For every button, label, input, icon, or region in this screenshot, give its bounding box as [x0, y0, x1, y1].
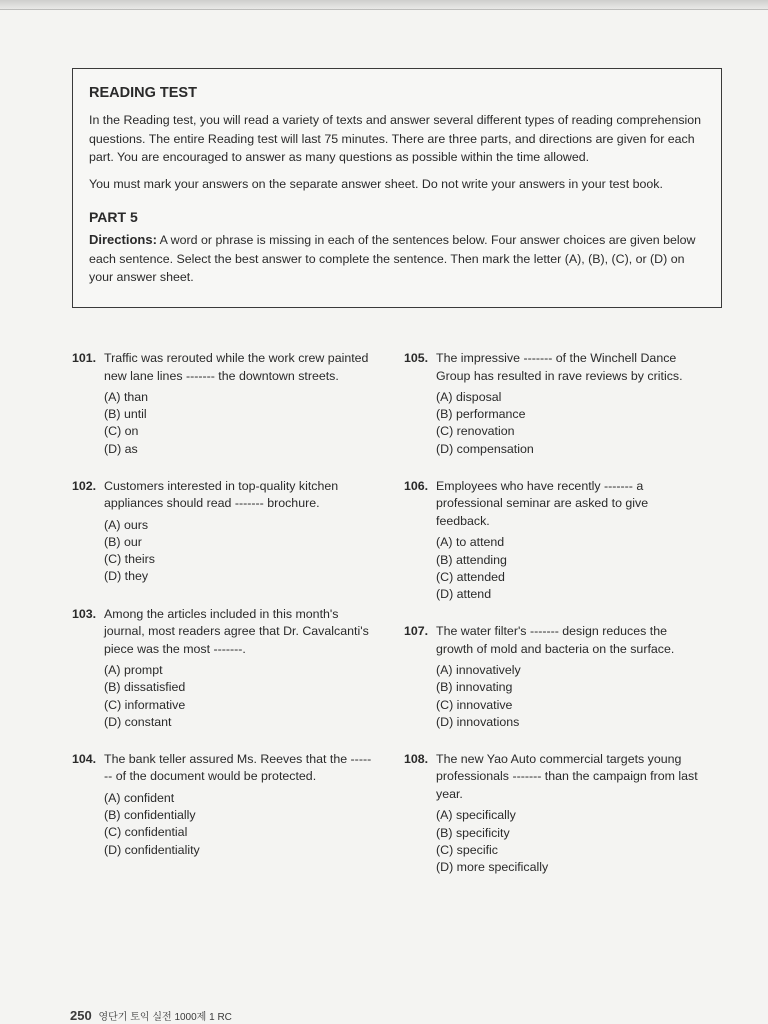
choice-d: (D) confidentiality: [104, 842, 200, 857]
question-101: [72, 350, 372, 458]
page-top-edge: [0, 0, 768, 10]
choice-b: (B) specificity: [436, 825, 510, 840]
question-number: 102.: [72, 478, 97, 493]
answer-sheet-instruction: You must mark your answers on the separate answer sheet. Do not write your answers in your test book.: [89, 176, 663, 191]
questions-area: [72, 350, 704, 896]
question-text: The new Yao Auto commercial targets young professionals ------- than the campaign from last year.: [436, 751, 698, 801]
answer-choices: [436, 662, 704, 731]
directions-label: Directions:: [89, 232, 157, 247]
question-text: Among the articles included in this month's journal, most readers agree that Dr. Cavalcanti's piece was the most -------.: [104, 606, 369, 656]
choice-d: (D) attend: [436, 586, 492, 601]
book-title: 영단기 토익 실전 1000제 1 RC: [98, 1012, 232, 1023]
choice-a: (A) than: [104, 390, 149, 404]
choice-a: (A) prompt: [104, 663, 163, 678]
question-number: 103.: [72, 606, 97, 621]
choice-c: (C) specific: [436, 842, 498, 857]
question-number: 108.: [404, 751, 429, 766]
question-text: Customers interested in top-quality kitchen appliances should read ------- brochure.: [104, 478, 339, 511]
choice-b: (B) our: [104, 535, 142, 550]
question-number: 101.: [72, 351, 97, 365]
page-footer: [70, 1008, 232, 1023]
question-108: [404, 751, 704, 876]
choice-a: (A) ours: [104, 517, 149, 532]
choice-a: (A) specifically: [436, 808, 516, 823]
question-104: [72, 751, 372, 859]
answer-choices: [104, 790, 372, 859]
part-5-directions: [89, 231, 705, 287]
choice-b: (B) confidentially: [104, 808, 196, 823]
answer-choices: [436, 389, 704, 458]
choice-c: (C) attended: [436, 569, 505, 584]
left-question-column: [72, 350, 372, 896]
answer-choices: [436, 807, 704, 876]
answer-choices: [104, 662, 372, 731]
choice-a: (A) disposal: [436, 390, 502, 404]
question-number: 107.: [404, 624, 429, 639]
question-text: The bank teller assured Ms. Reeves that the ------- of the document would be protected.: [104, 751, 372, 784]
part-5-title: PART 5: [89, 209, 138, 225]
choice-d: (D) innovations: [436, 714, 520, 729]
right-question-column: [404, 350, 704, 896]
question-number: 106.: [404, 478, 429, 493]
page-number: 250: [70, 1008, 92, 1023]
question-text: The water filter's ------- design reduces the growth of mold and bacteria on the surface.: [436, 624, 675, 656]
question-number: 104.: [72, 751, 97, 766]
choice-c: (C) theirs: [104, 552, 155, 567]
reading-test-title: READING TEST: [89, 85, 197, 101]
choice-c: (C) on: [104, 424, 139, 439]
choice-d: (D) as: [104, 441, 138, 456]
choice-a: (A) innovatively: [436, 663, 521, 678]
choice-a: (A) to attend: [436, 535, 505, 550]
choice-c: (C) innovative: [436, 697, 513, 712]
answer-choices: [104, 517, 372, 586]
choice-b: (B) innovating: [436, 680, 513, 695]
question-103: [72, 606, 372, 731]
question-107: [404, 623, 704, 731]
choice-c: (C) confidential: [104, 825, 188, 840]
question-text: The impressive ------- of the Winchell Dance Group has resulted in rave reviews by critics.: [436, 351, 683, 383]
directions-text: A word or phrase is missing in each of the sentences below. Four answer choices are given below each sentence. Select the best answer to complete the sentence. Then mark the letter (A), (B), (C), or (D) on your answer sheet.: [89, 233, 696, 284]
choice-d: (D) they: [104, 569, 149, 584]
question-105: [404, 350, 704, 458]
reading-test-instructions-box: [72, 68, 722, 308]
question-106: [404, 478, 704, 603]
choice-b: (B) attending: [436, 552, 507, 567]
question-102: [72, 478, 372, 586]
question-number: 105.: [404, 351, 429, 365]
reading-test-intro-paragraph: In the Reading test, you will read a variety of texts and answer several different types of reading comprehension questions. The entire Reading test will last 75 minutes. There are three parts, and directions are given for each part. You are encouraged to answer as many questions as possible within the time allowed.: [89, 113, 702, 164]
answer-choices: [104, 389, 372, 458]
choice-b: (B) dissatisfied: [104, 680, 186, 695]
choice-c: (C) renovation: [436, 424, 515, 439]
answer-choices: [436, 534, 704, 603]
choice-c: (C) informative: [104, 697, 186, 712]
question-text: Employees who have recently ------- a professional seminar are asked to give feedback.: [436, 478, 649, 528]
question-text: Traffic was rerouted while the work crew painted new lane lines ------- the downtown streets.: [104, 351, 369, 383]
choice-d: (D) compensation: [436, 441, 534, 456]
choice-b: (B) performance: [436, 407, 526, 422]
choice-d: (D) constant: [104, 714, 172, 729]
choice-b: (B) until: [104, 407, 147, 422]
choice-d: (D) more specifically: [436, 860, 549, 875]
choice-a: (A) confident: [104, 790, 175, 805]
